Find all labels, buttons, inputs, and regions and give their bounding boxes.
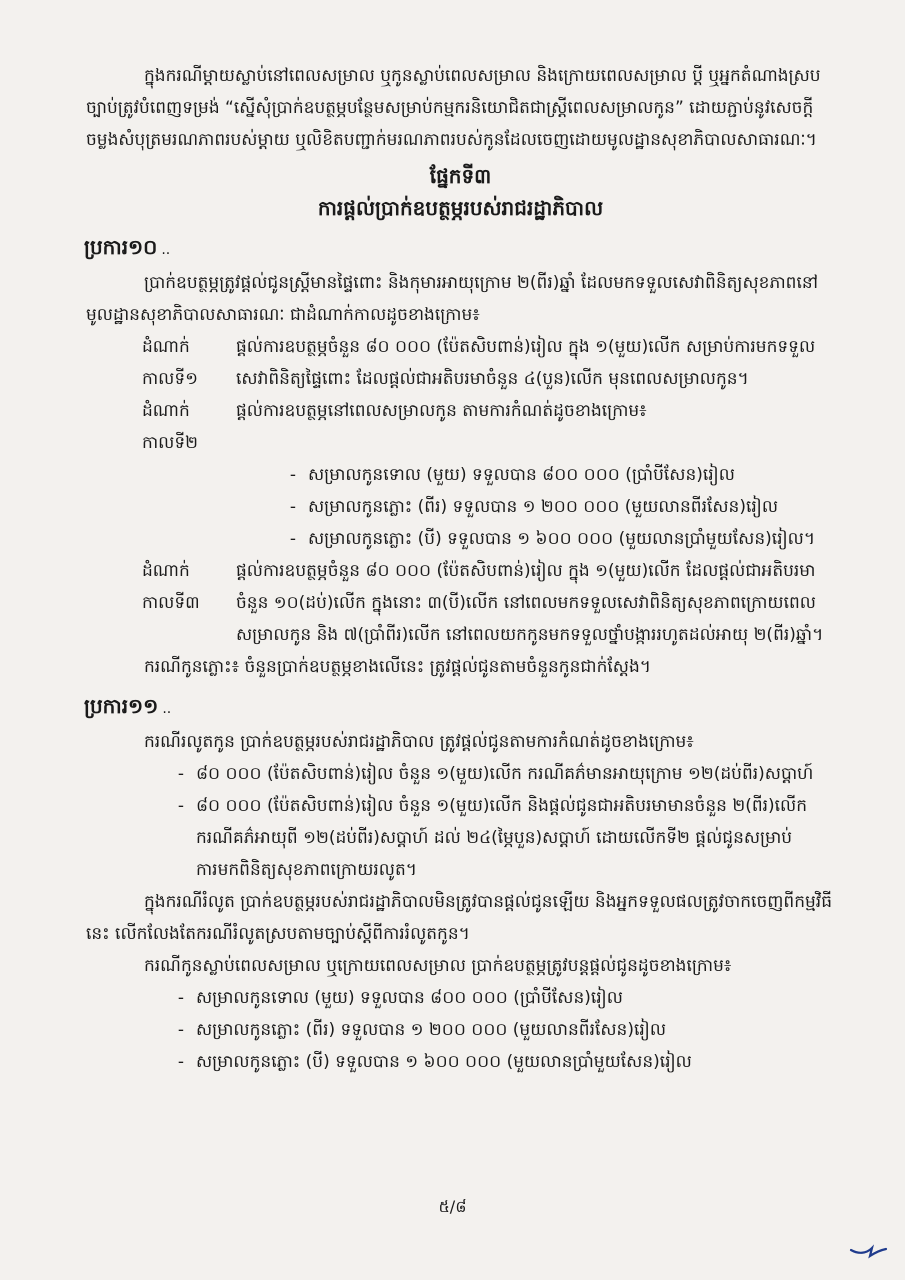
- article11-heading: [84, 689, 835, 726]
- list-item: [86, 459, 835, 491]
- phase1: [86, 331, 835, 395]
- part-subtitle: ការផ្តល់ប្រាក់ឧបត្ថម្ភរបស់រាជរដ្ឋាភិបាល: [317, 196, 604, 220]
- phase3-text: ផ្តល់ការឧបត្ថម្ភចំនួន ៨០ ០០០ (ប៉ែតសិបពាន់)រៀល ក្នុង ១(មួយ)លើក ដែលផ្តល់ជាអតិបរមាចំនួន ១០(ដប់)លើក ក្នុងនោះ ៣(បី)លើក នៅពេលមកទទួលសេវាពិនិត្យសុខភាពក្រោយពេលសម្រាលកូន និង ៧(ប្រាំពីរ)លើក នៅពេលយកកូនមកទទួលថ្នាំបង្ការរហូតដល់អាយុ ២(ពីរ)ឆ្នាំ។: [236, 561, 824, 645]
- phase2-label: ដំណាក់កាលទី២: [142, 401, 199, 453]
- bullet-dash: -: [289, 497, 296, 517]
- intro-paragraph: ក្នុងករណីម្តាយស្លាប់នៅពេលសម្រាល ឬកូនស្លាប់ពេលសម្រាល និងក្រោយពេលសម្រាល ប្តី ឬអ្នកតំណាងស្របច្បាប់ត្រូវបំពេញទម្រង់ “ស្នើសុំប្រាក់ឧបត្ថម្ភបន្ថែមសម្រាប់កម្មករនិយោជិតជាស្ត្រីពេលសម្រាលកូន” ដោយភ្ជាប់នូវសេចក្តីចម្លងសំបុត្រមរណភាពរបស់ម្តាយ ឬលិខិតបញ្ជាក់មរណភាពរបស់កូនដែលចេញដោយមូលដ្ឋានសុខាភិបាលសាធារណៈ។: [86, 66, 821, 150]
- phase2-text: ផ្តល់ការឧបត្ថម្ភនៅពេលសម្រាលកូន តាមការកំណត់ដូចខាងក្រោម៖: [236, 401, 647, 421]
- phase2: [86, 395, 835, 459]
- bullet-text: សម្រាលកូនទោល (មួយ) ទទួលបាន ៨០០ ០០០ (ប្រាំបីសែន)រៀល: [308, 465, 735, 485]
- abortion-paragraph: ក្នុងករណីរំលូត ប្រាក់ឧបត្ថម្ភរបស់រាជរដ្ឋាភិបាលមិនត្រូវបានផ្តល់ជូនឡើយ និងអ្នកទទួលផលត្រូវចាកចេញពីកម្មវិធីនេះ លើកលែងតែករណីរំលូតស្របតាមច្បាប់ស្តីពីការរំលូតកូន។: [86, 892, 832, 944]
- bullet-text: សម្រាលកូនភ្លោះ (ពីរ) ទទួលបាន ១ ២០០ ០០០ (មួយលានពីរសែន)រៀល: [196, 1020, 667, 1040]
- phase2-bullets: [86, 459, 835, 555]
- phase3: [86, 555, 835, 651]
- phase3-label: ដំណាក់កាលទី៣: [142, 561, 200, 613]
- part-title: ផ្នែកទី៣: [429, 164, 492, 188]
- article11-label: ប្រការ១១: [84, 694, 159, 718]
- list-item: [86, 758, 835, 790]
- stillbirth-intro: ករណីកូនស្លាប់ពេលសម្រាល ឬក្រោយពេលសម្រាល ប្រាក់ឧបត្ថម្ភត្រូវបន្តផ្តល់ជូនដូចខាងក្រោម៖: [144, 956, 732, 976]
- stillbirth-bullets: [86, 982, 835, 1078]
- bullet-text: សម្រាលកូនភ្លោះ (ពីរ) ទទួលបាន ១ ២០០ ០០០ (មួយលានពីរសែន)រៀល: [308, 497, 779, 517]
- article10-label: ប្រការ១០: [84, 235, 158, 259]
- bullet-dash: -: [289, 465, 296, 485]
- article10-label-tail: ..: [161, 242, 171, 258]
- article10-intro: ប្រាក់ឧបត្ថម្ភត្រូវផ្តល់ជូនស្ត្រីមានផ្ទៃពោះ និងកុមារអាយុក្រោម ២(ពីរ)ឆ្នាំ ដែលមកទទួលសេវាពិនិត្យសុខភាពនៅមូលដ្ឋានសុខាភិបាលសាធារណៈ ជាដំណាក់កាលដូចខាងក្រោម៖: [86, 273, 819, 325]
- bullet-text: សម្រាលកូនទោល (មួយ) ទទួលបាន ៨០០ ០០០ (ប្រាំបីសែន)រៀល: [196, 988, 623, 1008]
- initial-signature-mark: [848, 1236, 888, 1262]
- bullet-dash: -: [177, 764, 184, 784]
- phase1-text: ផ្តល់ការឧបត្ថម្ភចំនួន ៨០ ០០០ (ប៉ែតសិបពាន់)រៀល ក្នុង ១(មួយ)លើក សម្រាប់ការមកទទួលសេវាពិនិត្យផ្ទៃពោះ ដែលផ្តល់ជាអតិបរមាចំនួន ៤(បួន)លើក មុនពេលសម្រាលកូន។: [236, 337, 816, 389]
- article10-heading: [84, 230, 835, 267]
- article11-label-tail: ..: [162, 701, 172, 717]
- bullet-dash: -: [177, 1020, 184, 1040]
- bullet-text: សម្រាលកូនភ្លោះ (បី) ទទួលបាន ១ ៦០០ ០០០ (មួយលានប្រាំមួយសែន)រៀល: [196, 1052, 692, 1072]
- bullet-dash: -: [289, 529, 296, 549]
- list-item: [86, 982, 835, 1014]
- phase1-label: ដំណាក់កាលទី១: [142, 337, 199, 389]
- page-number: ៥/៨: [438, 1197, 467, 1216]
- miscarriage-bullets: [86, 758, 835, 886]
- twins-note: ករណីកូនភ្លោះ៖ ចំនួនប្រាក់ឧបត្ថម្ភខាងលើនេះ ត្រូវផ្តល់ជូនតាមចំនួនកូនជាក់ស្តែង។: [144, 657, 651, 677]
- article11-intro: ករណីរលូតកូន ប្រាក់ឧបត្ថម្ភរបស់រាជរដ្ឋាភិបាល ត្រូវផ្តល់ជូនតាមការកំណត់ដូចខាងក្រោម៖: [144, 732, 694, 752]
- list-item: [86, 491, 835, 523]
- list-item: [86, 1046, 835, 1078]
- bullet-text: ៨០ ០០០ (ប៉ែតសិបពាន់)រៀល ចំនួន ១(មួយ)លើក ករណីគភ៌មានអាយុក្រោម ១២(ដប់ពីរ)សប្តាហ៍: [196, 764, 814, 784]
- list-item: [86, 790, 835, 886]
- list-item: [86, 1014, 835, 1046]
- bullet-dash: -: [177, 796, 184, 816]
- bullet-text: សម្រាលកូនភ្លោះ (បី) ទទួលបាន ១ ៦០០ ០០០ (មួយលានប្រាំមួយសែន)រៀល។: [308, 529, 816, 549]
- bullet-text: ៨០ ០០០ (ប៉ែតសិបពាន់)រៀល ចំនួន ១(មួយ)លើក និងផ្តល់ជូនជាអតិបរមាមានចំនួន ២(ពីរ)លើក ករណីគភ៌អាយុពី ១២(ដប់ពីរ)សប្តាហ៍ ដល់ ២៤(ម្ភៃបួន)សប្តាហ៍ ដោយលើកទី២ ផ្តល់ជូនសម្រាប់ការមកពិនិត្យសុខភាពក្រោយរលូត។: [196, 796, 808, 880]
- bullet-dash: -: [177, 1052, 184, 1072]
- bullet-dash: -: [177, 988, 184, 1008]
- list-item: [86, 523, 835, 555]
